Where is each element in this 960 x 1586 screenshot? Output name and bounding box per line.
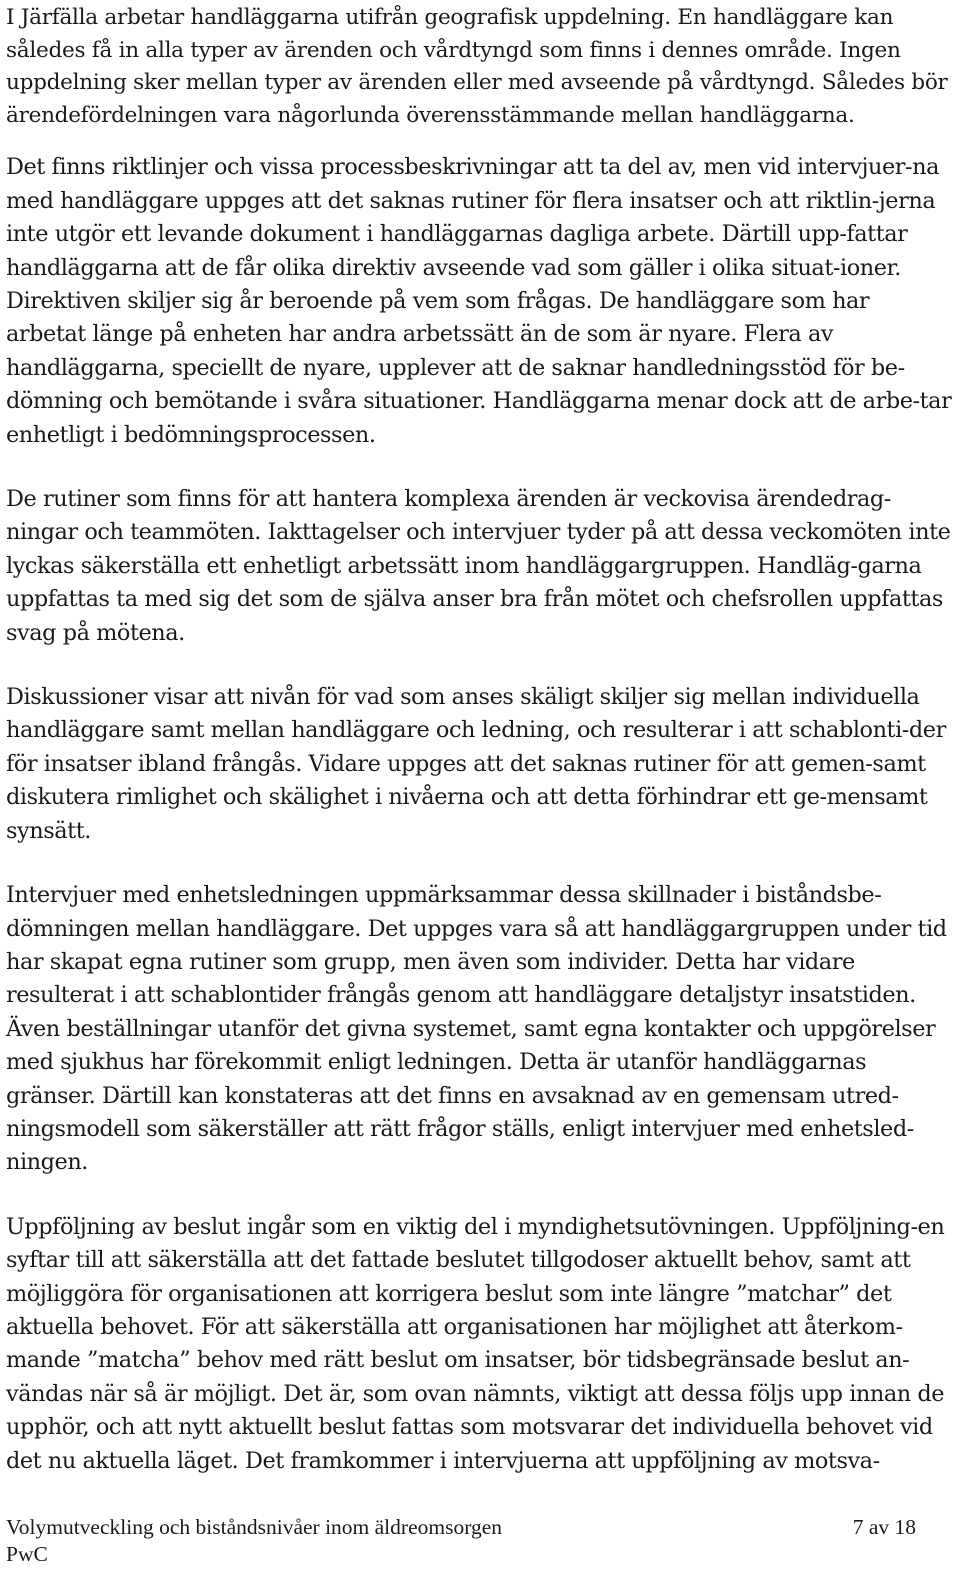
paragraph-routines: De rutiner som finns för att hantera komplexa ärenden är veckovisa ärendedrag-ningar och teammöten. Iakttagelser och intervjuer tyder på att dessa veckomöten inte lyckas säkerställa ett enhetligt arbetssätt inom handläggargruppen. Handläg-garna uppfattas ta med sig det som de själva anser bra från mötet och chefsrollen uppfattas svag på mötena. [6, 486, 951, 646]
footer-page-number: 7 av 18 [852, 1515, 916, 1539]
footer-report-title: Volymutveckling och biståndsnivåer inom äldreomsorgen [6, 1515, 503, 1539]
paragraph-interviews: Intervjuer med enhetsledningen uppmärksammar dessa skillnader i biståndsbe-dömningen mellan handläggare. Det uppges vara så att handläggargruppen under tid har skapat egna rutiner som grupp, men även som individer. Detta har vidare resulterat i att schablontider frångås genom att handläggare detaljstyr insatstiden. Även beställningar utanför det givna systemet, samt egna kontakter och uppgörelser med sjukhus har förekommit enligt ledningen. Detta är utanför handläggarnas gränser. Därtill kan konstateras att det finns en avsaknad av en gemensam utred-ningsmodell som säkerställer att rätt frågor ställs, enligt intervjuer med enhetsled-ningen. [6, 882, 947, 1176]
page-footer [6, 1514, 916, 1568]
footer-row [6, 1514, 916, 1541]
body-text [6, 0, 952, 1478]
paragraph-intro: I Järfälla arbetar handläggarna utifrån geografisk uppdelning. En handläggare kan således få in alla typer av ärenden och vårdtyngd som finns i dennes område. Ingen uppdelning sker mellan typer av ärenden eller med avseende på vårdtyngd. Således bör ärendefördelningen vara någorlunda överensstämmande mellan handläggarna. [6, 5, 948, 128]
paragraph-guidelines: Det finns riktlinjer och vissa processbeskrivningar att ta del av, men vid intervjuer-na med handläggare uppges att det saknas rutiner för flera insatser och att riktlin-jerna inte utgör ett levande dokument i handläggarnas dagliga arbete. Därtill upp-fattar handläggarna att de får olika direktiv avseende vad som gäller i olika situat-ioner. Direktiven skiljer sig år beroende på vem som frågas. De handläggare som har arbetat länge på enheten har andra arbetssätt än de som är nyare. Flera av handläggarna, speciellt de nyare, upplever att de saknar handledningsstöd för be-dömning och bemötande i svåra situationer. Handläggarna menar dock att de arbe-tar enhetligt i bedömningsprocessen. [6, 154, 952, 448]
paragraph-follow-up: Uppföljning av beslut ingår som en viktig del i myndighetsutövningen. Uppföljning-en syftar till att säkerställa att det fattade beslutet tillgodoser aktuellt behov, samt att möjliggöra för organisationen att korrigera beslut som inte längre ”matchar” det aktuella behovet. För att säkerställa att organisationen har möjlighet att återkom-mande ”matcha” behov med rätt beslut om insatser, bör tidsbegränsade beslut an-vändas när så är möjligt. Det är, som ovan nämnts, viktigt att dessa följs upp innan de upphör, och att nytt aktuellt beslut fattas som motsvarar det individuella behovet vid det nu aktuella läget. Det framkommer i intervjuerna att uppföljning av motsva- [6, 1213, 945, 1474]
footer-organization: PwC [6, 1542, 48, 1566]
paragraph-discussions: Diskussioner visar att nivån för vad som anses skäligt skiljer sig mellan individuella handläggare samt mellan handläggare och ledning, och resulterar i att schablonti-der för insatser ibland frångås. Vidare uppges att det saknas rutiner för att gemen-samt diskutera rimlighet och skälighet i nivåerna och att detta förhindrar ett ge-mensamt synsätt. [6, 684, 946, 844]
